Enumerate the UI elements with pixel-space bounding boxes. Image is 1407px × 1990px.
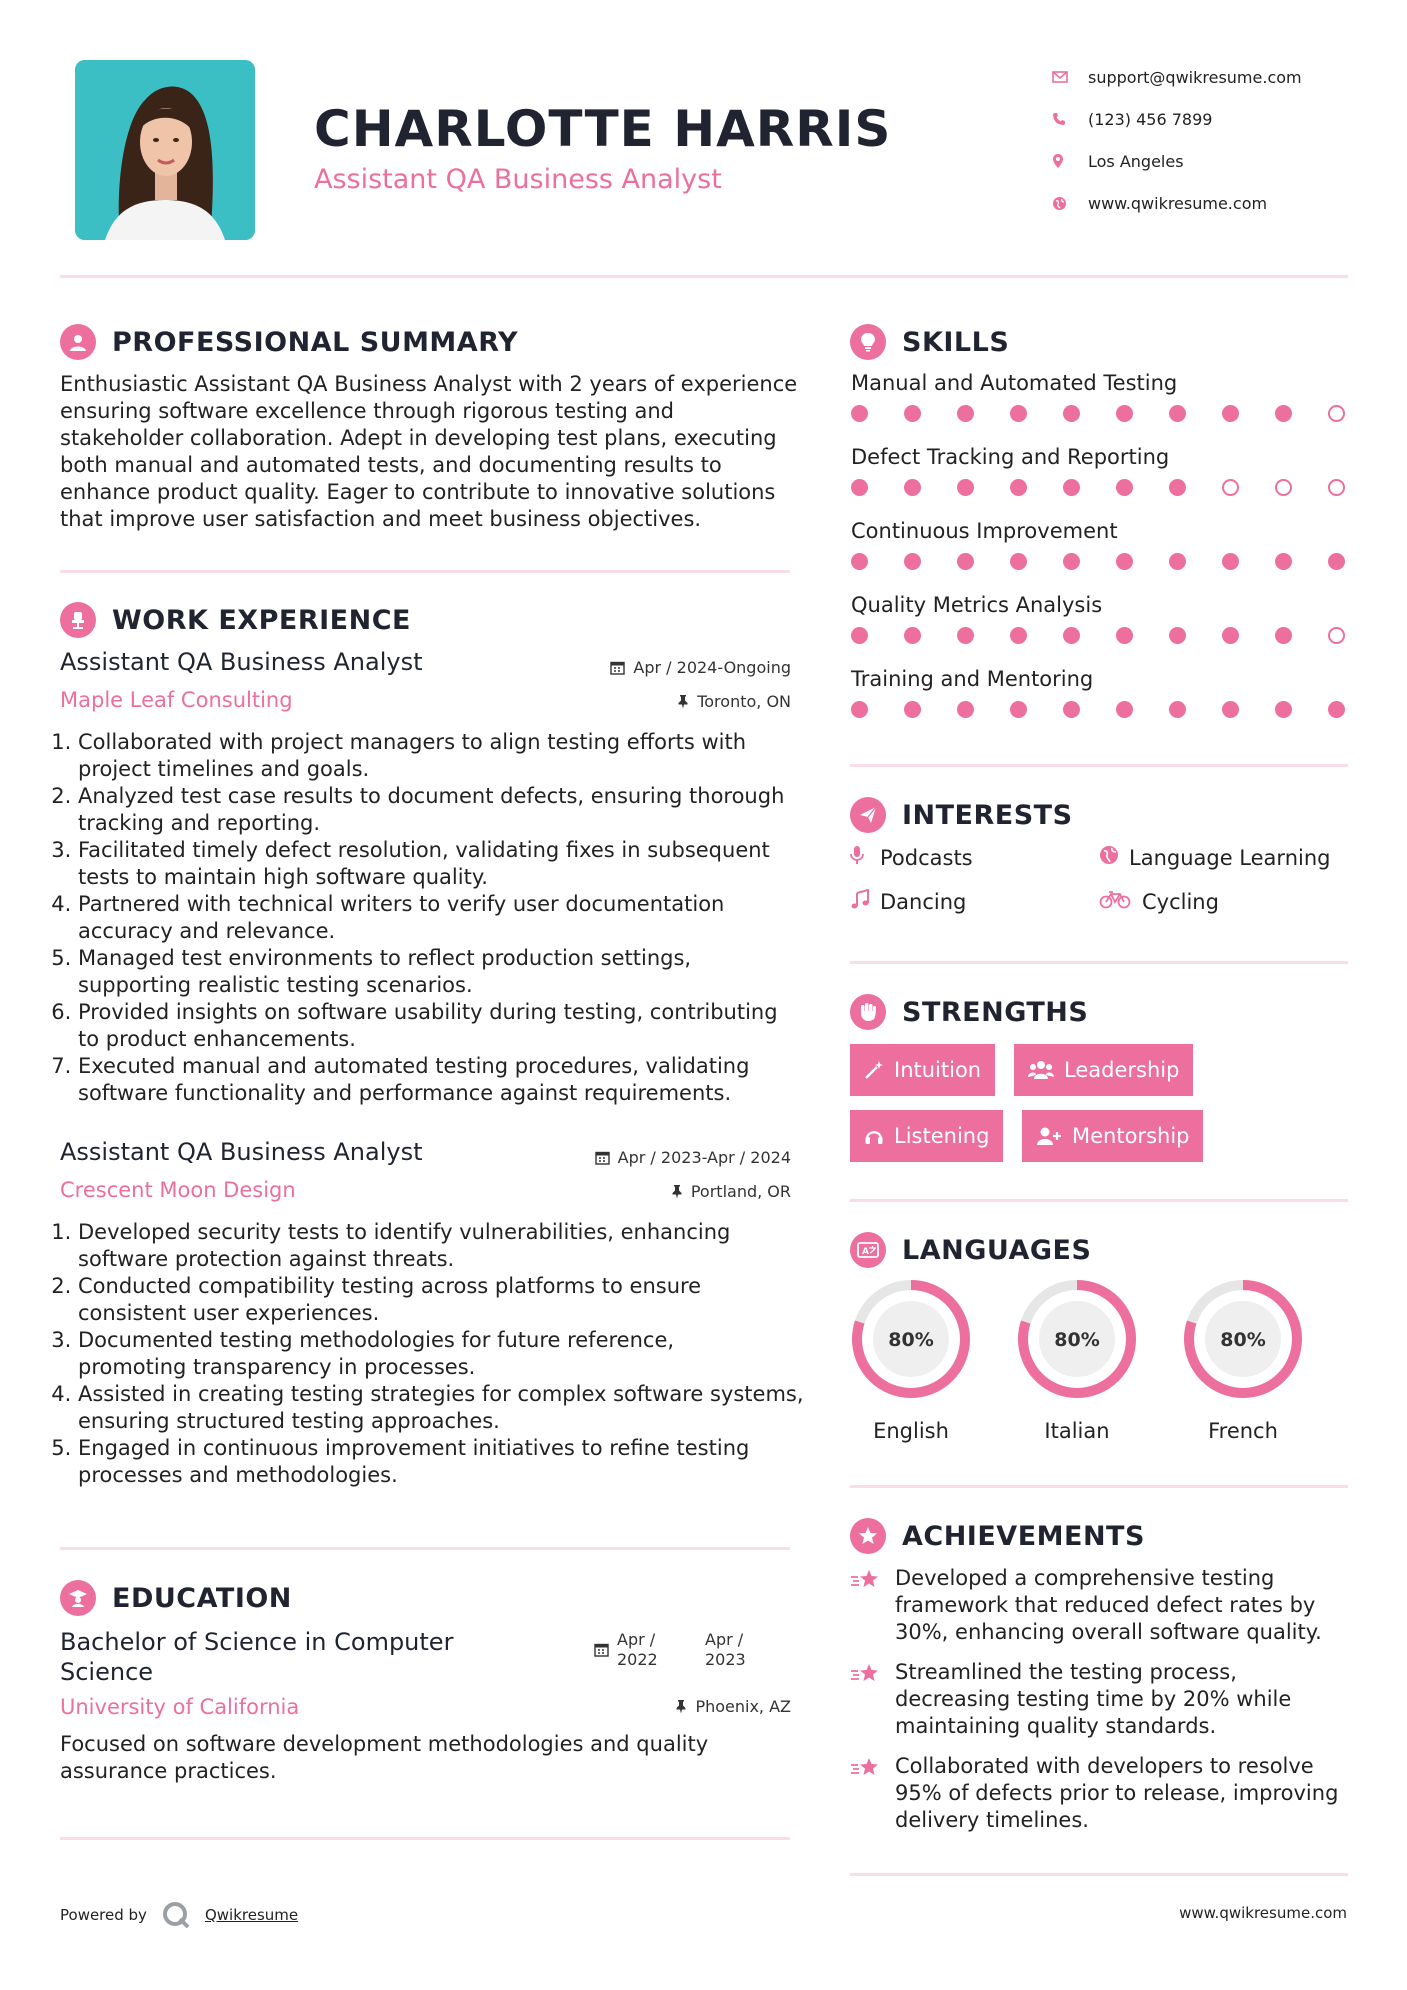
job-1-company: Maple Leaf Consulting	[60, 688, 293, 712]
education-line: assurance practices.	[60, 1759, 277, 1783]
rating-dot-filled	[851, 627, 868, 644]
job-1-location-text: Toronto, ON	[697, 692, 791, 711]
contact-phone[interactable]	[1048, 98, 1378, 140]
interests-divider	[850, 961, 1348, 964]
skill-item	[851, 445, 1351, 519]
contact-block	[1048, 56, 1378, 224]
skill-rating	[851, 627, 1345, 644]
strengths-heading	[850, 992, 1088, 1032]
languages-list	[849, 1277, 1305, 1443]
interest-cycling	[1099, 889, 1219, 914]
calendar-icon	[594, 1642, 609, 1657]
summary-heading	[60, 322, 518, 362]
strength-chip-leadership	[1014, 1044, 1193, 1096]
music-note-icon	[850, 889, 880, 914]
summary-text	[60, 371, 800, 533]
envelope-icon	[1048, 71, 1088, 83]
rating-dot-filled	[1169, 701, 1186, 718]
rating-dot-filled	[1222, 553, 1239, 570]
skill-name: Quality Metrics Analysis	[851, 593, 1103, 617]
calendar-icon	[610, 660, 625, 675]
rating-dot-empty	[1328, 405, 1345, 422]
rating-dot-filled	[1222, 627, 1239, 644]
achievement-item	[850, 1659, 1350, 1740]
phone-icon	[1048, 112, 1088, 126]
rating-dot-filled	[1010, 701, 1027, 718]
rating-dot-filled	[1010, 479, 1027, 496]
strength-chip-listening	[850, 1110, 1003, 1162]
rating-dot-filled	[957, 627, 974, 644]
contact-website[interactable]	[1048, 182, 1378, 224]
languages-heading-text: LANGUAGES	[902, 1234, 1092, 1266]
strength-label: Mentorship	[1072, 1124, 1190, 1148]
degree-line: Bachelor of Science in Computer	[60, 1628, 454, 1656]
rating-dot-filled	[1063, 701, 1080, 718]
rating-dot-filled	[851, 479, 868, 496]
list-item: 1. Collaborated with project managers to align testing efforts with project timelines and goals.	[78, 729, 810, 783]
powered-by-text: Powered by	[60, 1906, 147, 1924]
achievement-text: Developed a comprehensive testing framework that reduced defect rates by 30%, enhancing overall software quality.	[895, 1566, 1322, 1644]
language-item	[1015, 1277, 1139, 1443]
map-pin-icon	[1048, 154, 1088, 169]
rating-dot-filled	[957, 405, 974, 422]
profile-photo	[75, 60, 255, 240]
rating-dot-filled	[904, 405, 921, 422]
rating-dot-filled	[1116, 479, 1133, 496]
rating-dot-filled	[1010, 627, 1027, 644]
education-line: Focused on software development methodologies and quality	[60, 1732, 709, 1756]
qwikresume-logo-icon	[161, 1900, 191, 1930]
language-item	[849, 1277, 973, 1443]
interest-language-learning	[1099, 845, 1330, 870]
summary-divider	[60, 570, 790, 573]
contact-email[interactable]	[1048, 56, 1378, 98]
skill-name: Defect Tracking and Reporting	[851, 445, 1170, 469]
education-divider	[60, 1837, 790, 1840]
shooting-star-icon	[850, 1753, 895, 1834]
user-plus-icon	[1036, 1126, 1062, 1146]
list-item: 5. Managed test environments to reflect production settings, supporting realistic testing scenarios.	[78, 945, 810, 999]
summary-line: both manual and automated tests, and documenting results to	[60, 453, 722, 477]
job-2-title: Assistant QA Business Analyst	[60, 1138, 423, 1166]
rating-dot-empty	[1328, 479, 1345, 496]
magic-wand-icon	[864, 1060, 884, 1080]
microphone-icon	[850, 845, 880, 870]
skill-item	[851, 593, 1351, 667]
degree	[60, 1627, 453, 1687]
rating-dot-filled	[1222, 405, 1239, 422]
pushpin-icon	[671, 1184, 683, 1199]
rating-dot-filled	[957, 479, 974, 496]
strengths-heading-text: STRENGTHS	[902, 996, 1089, 1028]
rating-dot-filled	[904, 701, 921, 718]
fist-icon	[850, 994, 886, 1030]
education-description	[60, 1731, 800, 1785]
experience-heading-text: WORK EXPERIENCE	[112, 604, 411, 636]
interest-label: Cycling	[1142, 889, 1219, 914]
skill-rating	[851, 553, 1345, 570]
language-ring	[849, 1277, 973, 1401]
star-badge-icon	[850, 1518, 886, 1554]
rating-dot-filled	[957, 553, 974, 570]
language-name: French	[1208, 1419, 1278, 1443]
skills-divider	[850, 764, 1348, 767]
rating-dot-filled	[1116, 701, 1133, 718]
lightbulb-icon	[850, 324, 886, 360]
shooting-star-icon	[850, 1565, 895, 1646]
skill-name: Continuous Improvement	[851, 519, 1118, 543]
achievements-heading-text: ACHIEVEMENTS	[902, 1520, 1145, 1552]
achievements-list	[850, 1565, 1350, 1834]
user-icon	[60, 324, 96, 360]
skill-rating	[851, 479, 1345, 496]
job-1-dates	[610, 658, 791, 677]
job-2-bullets	[60, 1219, 810, 1489]
skill-item	[851, 371, 1351, 445]
rating-dot-filled	[1328, 701, 1345, 718]
list-item: 7. Executed manual and automated testing procedures, validating software functionality and performance against requirements.	[78, 1053, 810, 1107]
rating-dot-filled	[1010, 405, 1027, 422]
contact-location-text: Los Angeles	[1088, 151, 1184, 171]
rating-dot-filled	[851, 701, 868, 718]
graduate-icon	[60, 1580, 96, 1616]
language-percent: 80%	[888, 1329, 934, 1351]
rating-dot-filled	[1169, 553, 1186, 570]
achievements-heading	[850, 1516, 1145, 1556]
rating-dot-empty	[1328, 627, 1345, 644]
interest-label: Podcasts	[880, 845, 973, 870]
rating-dot-filled	[851, 405, 868, 422]
contact-website-text: www.qwikresume.com	[1088, 193, 1268, 213]
rating-dot-filled	[1116, 553, 1133, 570]
education-heading-text: EDUCATION	[112, 1582, 292, 1614]
skills-heading-text: SKILLS	[902, 326, 1010, 358]
calendar-icon	[595, 1150, 610, 1165]
languages-divider	[850, 1485, 1348, 1488]
education-location-text: Phoenix, AZ	[695, 1697, 791, 1716]
list-item: 1. Developed security tests to identify vulnerabilities, enhancing software protection against threats.	[78, 1219, 810, 1273]
summary-line: enhance product quality. Eager to contribute to innovative solutions	[60, 480, 776, 504]
list-item: 2. Analyzed test case results to document defects, ensuring thorough tracking and reporting.	[78, 783, 810, 837]
job-1-title: Assistant QA Business Analyst	[60, 648, 423, 676]
pushpin-icon	[677, 694, 689, 709]
achievement-text: Collaborated with developers to resolve 95% of defects prior to release, improving delivery timelines.	[895, 1754, 1339, 1832]
rating-dot-filled	[1275, 627, 1292, 644]
rating-dot-filled	[1275, 701, 1292, 718]
rating-dot-filled	[1169, 479, 1186, 496]
rating-dot-filled	[851, 553, 868, 570]
strengths-divider	[850, 1199, 1348, 1202]
language-name: English	[873, 1419, 949, 1443]
rating-dot-filled	[1063, 627, 1080, 644]
skill-rating	[851, 701, 1345, 718]
contact-phone-text: (123) 456 7899	[1088, 109, 1213, 129]
skills-list	[851, 371, 1351, 741]
education-location	[675, 1697, 791, 1716]
strength-label: Leadership	[1064, 1058, 1180, 1082]
language-ring	[1181, 1277, 1305, 1401]
achievement-text: Streamlined the testing process, decreasing testing time by 20% while maintaining quality standards.	[895, 1660, 1292, 1738]
education-start: Apr / 2022	[617, 1630, 658, 1669]
footer-powered-by	[60, 1900, 298, 1930]
skills-heading	[850, 322, 1009, 362]
skill-name: Training and Mentoring	[851, 667, 1094, 691]
strength-label: Intuition	[894, 1058, 982, 1082]
job-2-location	[671, 1182, 791, 1201]
rating-dot-empty	[1222, 479, 1239, 496]
strength-chip-mentorship	[1022, 1110, 1203, 1162]
list-item: 4. Assisted in creating testing strategies for complex software systems, ensuring structured testing approaches.	[78, 1381, 810, 1435]
contact-email-text: support@qwikresume.com	[1088, 67, 1302, 87]
experience-heading	[60, 600, 411, 640]
rating-dot-filled	[1222, 701, 1239, 718]
language-ring	[1015, 1277, 1139, 1401]
education-heading	[60, 1578, 292, 1618]
candidate-name: CHARLOTTE HARRIS	[314, 100, 892, 158]
education-end: Apr / 2023	[705, 1630, 746, 1669]
achievement-item	[850, 1565, 1350, 1646]
list-item: 4. Partnered with technical writers to verify user documentation accuracy and relevance.	[78, 891, 810, 945]
rating-dot-filled	[1063, 405, 1080, 422]
language-percent: 80%	[1220, 1329, 1266, 1351]
skill-name: Manual and Automated Testing	[851, 371, 1178, 395]
rating-dot-filled	[1169, 405, 1186, 422]
summary-line: Enthusiastic Assistant QA Business Analyst with 2 years of experience	[60, 372, 798, 396]
rating-dot-filled	[957, 701, 974, 718]
footer-website[interactable]: www.qwikresume.com	[1179, 1904, 1347, 1922]
job-1-dates-text: Apr / 2024-Ongoing	[633, 658, 791, 677]
rating-dot-filled	[1063, 479, 1080, 496]
list-item: 3. Facilitated timely defect resolution, validating fixes in subsequent tests to maintain high software quality.	[78, 837, 810, 891]
job-2-dates	[595, 1148, 791, 1167]
language-name: Italian	[1044, 1419, 1110, 1443]
rating-dot-filled	[904, 553, 921, 570]
job-1-bullets	[60, 729, 810, 1107]
strength-chip-intuition	[850, 1044, 995, 1096]
degree-line: Science	[60, 1658, 154, 1686]
skill-item	[851, 667, 1351, 741]
globe-icon	[1099, 845, 1129, 870]
education-dates	[594, 1630, 746, 1670]
paper-plane-icon	[850, 797, 886, 833]
job-2-location-text: Portland, OR	[690, 1182, 791, 1201]
rating-dot-filled	[1116, 405, 1133, 422]
list-item: 6. Provided insights on software usability during testing, contributing to product enhancements.	[78, 999, 810, 1053]
language-percent: 80%	[1054, 1329, 1100, 1351]
skill-item	[851, 519, 1351, 593]
experience-divider	[60, 1547, 790, 1550]
users-icon	[1028, 1060, 1054, 1080]
rating-dot-filled	[1116, 627, 1133, 644]
header-divider	[60, 275, 1348, 278]
rating-dot-filled	[1328, 553, 1345, 570]
interest-dancing	[850, 889, 966, 914]
rating-dot-filled	[904, 627, 921, 644]
interest-podcasts	[850, 845, 973, 870]
school: University of California	[60, 1695, 300, 1719]
bicycle-icon	[1099, 889, 1142, 914]
job-1-location	[677, 692, 791, 711]
job-2-dates-text: Apr / 2023-Apr / 2024	[617, 1148, 791, 1167]
pushpin-icon	[675, 1699, 687, 1714]
achievement-item	[850, 1753, 1350, 1834]
rating-dot-empty	[1275, 479, 1292, 496]
list-item: 5. Engaged in continuous improvement initiatives to refine testing processes and methodologies.	[78, 1435, 810, 1489]
contact-location	[1048, 140, 1378, 182]
rating-dot-filled	[1169, 627, 1186, 644]
rating-dot-filled	[1275, 405, 1292, 422]
interest-label: Dancing	[880, 889, 967, 914]
list-item: 3. Documented testing methodologies for future reference, promoting transparency in processes.	[78, 1327, 810, 1381]
rating-dot-filled	[1063, 553, 1080, 570]
candidate-title: Assistant QA Business Analyst	[314, 164, 722, 195]
summary-line: ensuring software excellence through rigorous testing and	[60, 399, 675, 423]
interests-heading-text: INTERESTS	[902, 799, 1073, 831]
rating-dot-filled	[904, 479, 921, 496]
achievements-divider	[850, 1873, 1348, 1876]
qwikresume-link[interactable]: Qwikresume	[204, 1906, 299, 1924]
globe-icon	[1048, 196, 1088, 211]
skill-rating	[851, 405, 1345, 422]
rating-dot-filled	[1275, 553, 1292, 570]
rating-dot-filled	[1010, 553, 1027, 570]
interests-heading	[850, 795, 1073, 835]
strength-label: Listening	[894, 1124, 990, 1148]
translate-icon	[850, 1232, 886, 1268]
summary-line: that improve user satisfaction and meet business objectives.	[60, 507, 702, 531]
summary-line: stakeholder collaboration. Adept in developing test plans, executing	[60, 426, 777, 450]
shooting-star-icon	[850, 1659, 895, 1740]
headphones-icon	[864, 1126, 884, 1146]
interest-label: Language Learning	[1129, 845, 1331, 870]
chair-icon	[60, 602, 96, 638]
list-item: 2. Conducted compatibility testing across platforms to ensure consistent user experiences.	[78, 1273, 810, 1327]
languages-heading	[850, 1230, 1091, 1270]
language-item	[1181, 1277, 1305, 1443]
job-2-company: Crescent Moon Design	[60, 1178, 296, 1202]
summary-heading-text: PROFESSIONAL SUMMARY	[112, 326, 519, 358]
svg-text:A: A	[862, 1247, 869, 1257]
